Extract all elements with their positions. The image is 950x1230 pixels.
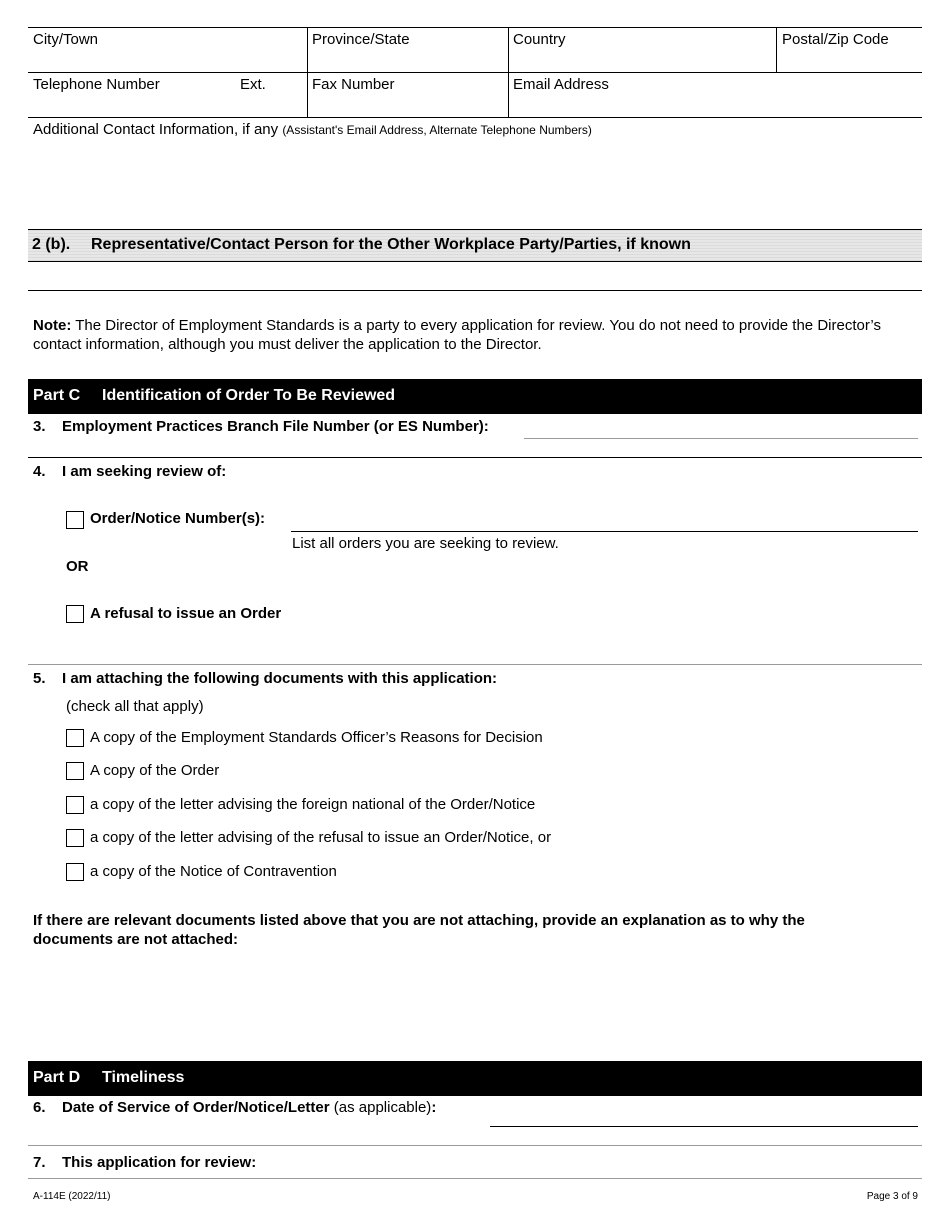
document-option: a copy of the Notice of Contravention [90,863,337,880]
order-notice-label: Order/Notice Number(s): [90,510,266,527]
document-checkbox[interactable] [66,729,84,747]
or-text: OR [66,558,89,575]
q3-label: Employment Practices Branch File Number (or ES Number): [62,418,489,435]
email-label: Email Address [513,76,609,93]
additional-contact-label: Additional Contact Information, if any (Assistant's Email Address, Alternate Telephone Numbers) [33,121,592,138]
document-checkbox[interactable] [66,829,84,847]
document-option: a copy of the letter advising of the refusal to issue an Order/Notice, or [90,829,552,846]
document-checkbox[interactable] [66,762,84,780]
explanation-prompt: If there are relevant documents listed above that you are not attaching, provide an explanation as to why the documents are not attached: [33,912,805,948]
section-2b-title: Representative/Contact Person for the Other Workplace Party/Parties, if known [91,236,691,253]
q6-label: Date of Service of Order/Notice/Letter (as applicable): [62,1099,437,1116]
form-id: A-114E (2022/11) [33,1191,111,1202]
q6-number: 6. [33,1099,46,1116]
note-label: Note: [33,317,72,334]
postal-code-label: Postal/Zip Code [782,31,889,48]
province-state-label: Province/State [312,31,410,48]
section-2b-header [28,229,922,262]
fax-label: Fax Number [312,76,395,93]
q5-label: I am attaching the following documents with this application: [62,670,498,687]
additional-contact-hint: (Assistant's Email Address, Alternate Telephone Numbers) [282,123,592,137]
part-d-title: Timeliness [102,1069,185,1086]
q7-number: 7. [33,1154,46,1171]
document-checkbox[interactable] [66,796,84,814]
refusal-label: A refusal to issue an Order [90,605,282,622]
part-c-title: Identification of Order To Be Reviewed [102,387,396,404]
telephone-label: Telephone Number [33,76,160,93]
refusal-checkbox[interactable] [66,605,84,623]
date-of-service-input[interactable] [490,1126,918,1127]
part-d-label: Part D [33,1069,81,1086]
section-2b-number: 2 (b). [32,236,71,253]
document-option: A copy of the Order [90,762,220,779]
city-town-label: City/Town [33,31,99,48]
country-label: Country [513,31,566,48]
note-paragraph [33,316,918,354]
q4-label: I am seeking review of: [62,463,227,480]
explanation-input[interactable] [33,955,918,1055]
part-c-label: Part C [33,387,81,404]
q5-number: 5. [33,670,46,687]
note-text: The Director of Employment Standards is a party to every application for review. You do not need to provide the Director’s contact information, although you must deliver the application to the Director. [33,317,881,353]
page-number: Page 3 of 9 [866,1191,918,1202]
part-d-header [28,1061,922,1096]
q3-number: 3. [33,418,46,435]
order-numbers-input[interactable] [291,531,918,532]
es-number-input[interactable] [524,438,918,439]
document-option: A copy of the Employment Standards Officer’s Reasons for Decision [90,729,543,746]
q5-hint: (check all that apply) [66,698,204,715]
order-notice-checkbox[interactable] [66,511,84,529]
ext-label: Ext. [240,76,266,93]
part-c-header [28,379,922,414]
section-2b-field-line [28,290,922,291]
q7-label: This application for review: [62,1154,257,1171]
document-checkbox[interactable] [66,863,84,881]
order-numbers-hint: List all orders you are seeking to review. [292,535,559,552]
q4-number: 4. [33,463,46,480]
document-option: a copy of the letter advising the foreign national of the Order/Notice [90,796,536,813]
